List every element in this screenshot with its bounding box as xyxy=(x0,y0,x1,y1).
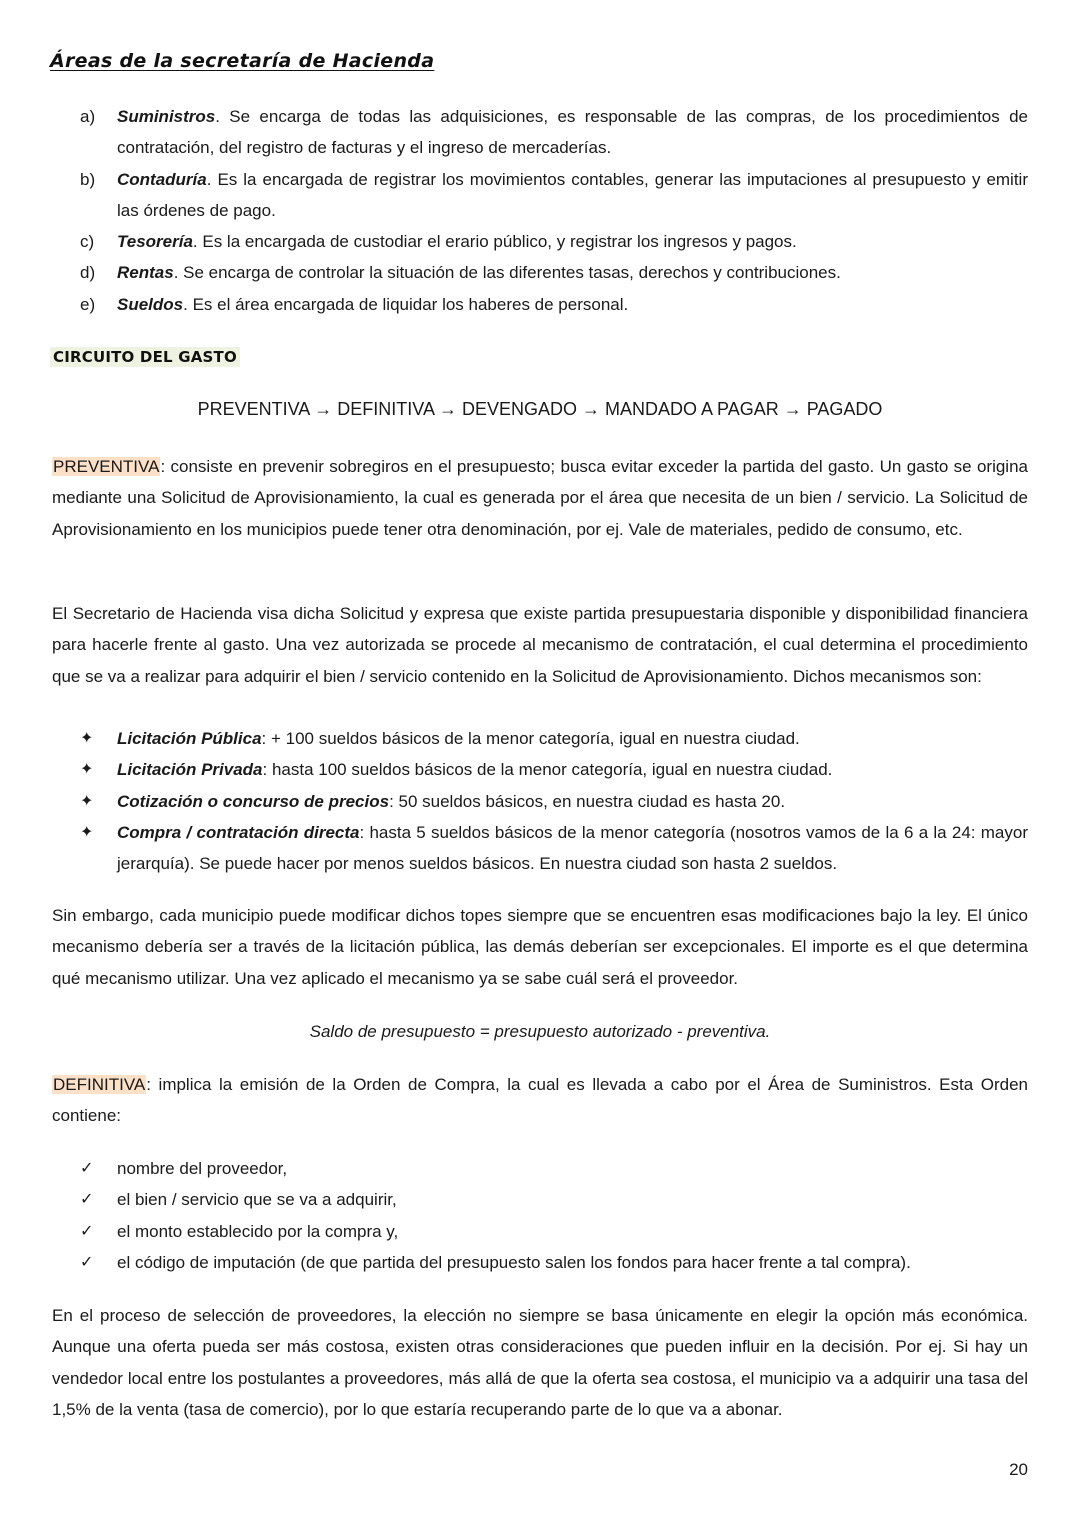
page-title: Áreas de la secretaría de Hacienda xyxy=(50,50,435,72)
area-description: . Se encarga de todas las adquisiciones, es responsable de las compras, de los procedimientos de contratación, del registro de facturas y el ingreso de mercaderías. xyxy=(117,107,1028,158)
mecanismo-term: Licitación Privada xyxy=(117,760,263,780)
list-marker: c) xyxy=(80,232,95,252)
list-item xyxy=(80,1216,1028,1247)
secretario-paragraph: El Secretario de Hacienda visa dicha Solicitud y expresa que existe partida presupuestaria disponible y disponibilidad financiera para hacerle frente al gasto. Una vez autorizada se procede al mecanismo de contratación, el cual determina el procedimiento que se va a realizar para adquirir el bien / servicio contenido en la Solicitud de Aprovisionamiento. Dichos mecanismos son: xyxy=(52,604,1028,686)
preventiva-term: PREVENTIVA xyxy=(53,457,160,476)
star-bullet-icon: ✦ xyxy=(80,823,94,841)
mecanismos-list xyxy=(80,723,1028,879)
orden-item-text: nombre del proveedor, xyxy=(117,1159,288,1178)
section-heading: CIRCUITO DEL GASTO xyxy=(50,347,240,367)
mecanismo-text: : hasta 100 sueldos básicos de la menor categoría, igual en nuestra ciudad. xyxy=(262,760,833,780)
list-item xyxy=(80,257,1028,288)
area-description: . Se encarga de controlar la situación de las diferentes tasas, derechos y contribuciones. xyxy=(173,263,841,283)
area-term: Rentas xyxy=(117,263,174,283)
list-marker: a) xyxy=(80,107,96,126)
list-marker: e) xyxy=(80,294,96,314)
definitiva-text: : implica la emisión de la Orden de Compra, la cual es llevada a cabo por el Área de Suministros. Esta Orden contiene: xyxy=(52,1075,1028,1126)
area-term: Suministros xyxy=(117,107,216,126)
star-bullet-icon: ✦ xyxy=(80,761,94,779)
list-item xyxy=(80,226,1028,257)
definitiva-paragraph xyxy=(52,1069,1028,1132)
list-item xyxy=(80,786,1028,817)
area-description: . Es la encargada de custodiar el erario público, y registrar los ingresos y pagos. xyxy=(192,232,797,252)
list-item xyxy=(80,817,1028,880)
areas-list xyxy=(80,101,1028,320)
list-item xyxy=(80,101,1028,164)
mecanismo-term: Licitación Pública xyxy=(117,729,262,748)
list-marker: d) xyxy=(80,263,96,283)
budget-formula: Saldo de presupuesto = presupuesto autorizado - preventiva. xyxy=(309,1022,771,1041)
star-bullet-icon: ✦ xyxy=(80,792,94,810)
area-description: . Es la encargada de registrar los movimientos contables, generar las imputaciones al presupuesto y emitir las órdenes de pago. xyxy=(117,169,1028,220)
area-term: Sueldos xyxy=(117,294,184,314)
list-item xyxy=(80,754,1028,785)
star-bullet-icon: ✦ xyxy=(80,730,94,747)
preventiva-text: : consiste en prevenir sobregiros en el presupuesto; busca evitar exceder la partida del gasto. Un gasto se origina mediante una Solicitud de Aprovisionamiento, la cual es generada por el área que necesita de un bien / servicio. La Solicitud de Aprovisionamiento en los municipios puede tener otra denominación, por ej. Vale de materiales, pedido de consumo, etc. xyxy=(52,457,1028,539)
list-item xyxy=(80,1247,1028,1278)
check-icon: ✓ xyxy=(80,1222,94,1240)
orden-item-text: el código de imputación (de que partida del presupuesto salen los fondos para hacer frente a tal compra). xyxy=(117,1252,911,1272)
check-icon: ✓ xyxy=(80,1253,94,1271)
check-icon: ✓ xyxy=(80,1191,94,1209)
preventiva-paragraph xyxy=(52,451,1028,545)
list-item xyxy=(80,1153,1028,1184)
mecanismo-term: Compra / contratación directa xyxy=(117,822,360,842)
list-item xyxy=(80,164,1028,227)
mecanismo-text: : + 100 sueldos básicos de la menor categoría, igual en nuestra ciudad. xyxy=(261,729,800,748)
list-item xyxy=(80,289,1028,320)
list-item xyxy=(80,1184,1028,1215)
list-marker: b) xyxy=(80,169,96,189)
area-term: Tesorería xyxy=(117,232,193,252)
area-term: Contaduría xyxy=(117,169,207,189)
definitiva-term: DEFINITIVA xyxy=(53,1075,146,1094)
expense-flow: PREVENTIVA → DEFINITIVA → DEVENGADO → MANDADO A PAGAR → PAGADO xyxy=(197,399,883,419)
orden-item-text: el monto establecido por la compra y, xyxy=(117,1221,399,1241)
mecanismo-text: : 50 sueldos básicos, en nuestra ciudad es hasta 20. xyxy=(389,791,786,811)
proveedores-paragraph: En el proceso de selección de proveedores, la elección no siempre se basa únicamente en elegir la opción más económica. Aunque una oferta pueda ser más costosa, existen otras consideraciones que pueden influir en la decisión. Por ej. Si hay un vendedor local entre los postulantes a proveedores, más allá de que la oferta sea costosa, el municipio va a adquirir una tasa del 1,5% de la venta (tasa de comercio), por lo que estaría recuperando parte de lo que va a abonar. xyxy=(52,1306,1028,1419)
mecanismo-term: Cotización o concurso de precios xyxy=(117,791,390,811)
orden-items-list xyxy=(80,1153,1028,1278)
orden-item-text: el bien / servicio que se va a adquirir, xyxy=(117,1190,397,1210)
area-description: . Es el área encargada de liquidar los haberes de personal. xyxy=(183,294,629,314)
sin-embargo-paragraph: Sin embargo, cada municipio puede modificar dichos topes siempre que se encuentren esas modificaciones bajo la ley. El único mecanismo debería ser a través de la licitación pública, las demás deberían ser excepcionales. El importe es el que determina qué mecanismo utilizar. Una vez aplicado el mecanismo ya se sabe cuál será el proveedor. xyxy=(52,906,1028,988)
page-number: 20 xyxy=(1009,1460,1028,1479)
check-icon: ✓ xyxy=(80,1160,94,1177)
mecanismo-text: : hasta 5 sueldos básicos de la menor categoría (nosotros vamos de la 6 a la 24: mayor jerarquía). Se puede hacer por menos sueldos básicos. En nuestra ciudad son hasta 2 sueldos. xyxy=(117,822,1028,874)
list-item xyxy=(80,723,1028,754)
